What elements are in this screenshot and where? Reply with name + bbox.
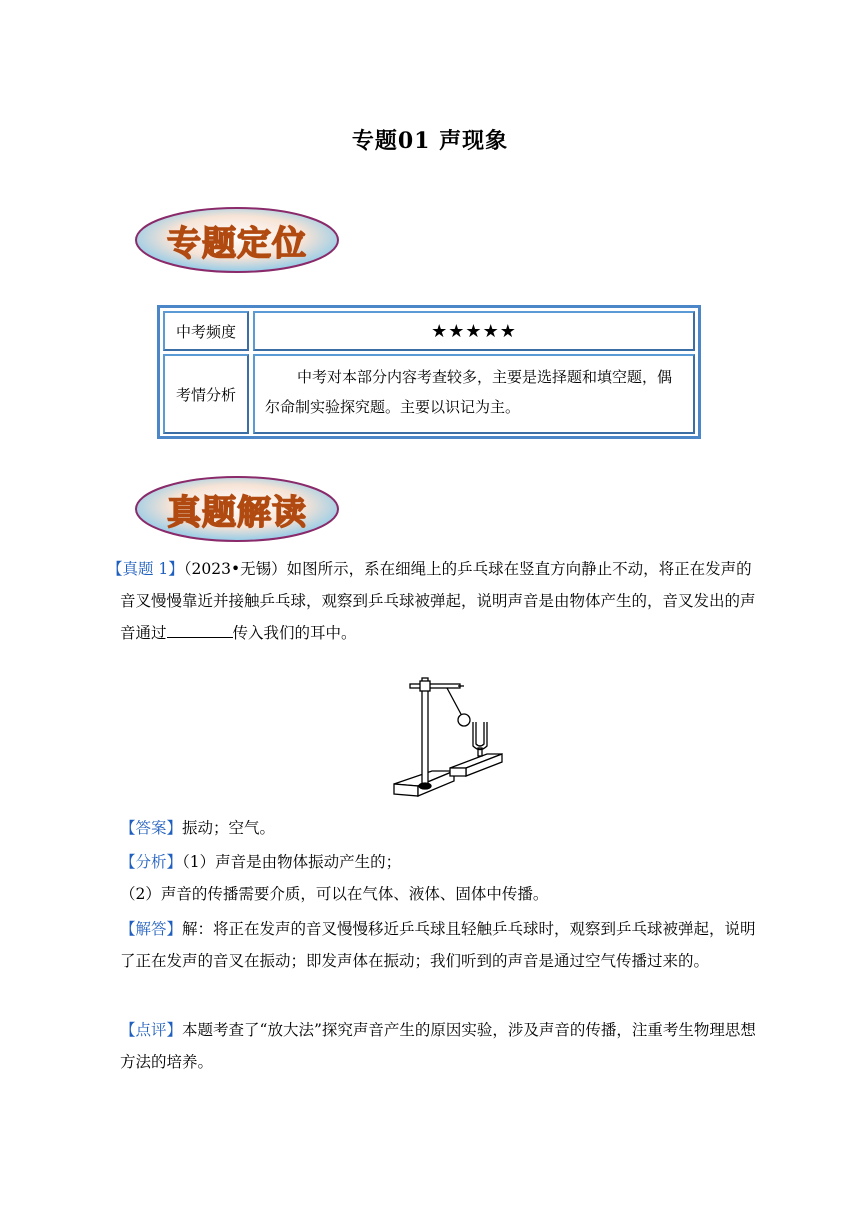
- answer-blank: [167, 623, 233, 638]
- comment-tag: 【点评】: [120, 1021, 183, 1039]
- question-tag: 【真题 1】: [107, 560, 184, 578]
- answer-text: 振动；空气。: [182, 819, 276, 837]
- analysis-block: [120, 846, 765, 910]
- badge-label: 专题定位: [167, 223, 307, 264]
- topic-info-table: [157, 305, 701, 439]
- comment-text: 本题考查了“放大法”探究声音产生的原因实验，涉及声音的传播，注重考生物理思想方法的培养。: [120, 1021, 756, 1071]
- question-body-3: 传入我们的耳中。: [232, 624, 357, 642]
- solution-block: [120, 913, 765, 977]
- page-title: 专题01 声现象: [351, 128, 509, 154]
- comment-block: [120, 1014, 765, 1078]
- analysis-line-2: （2）声音的传播需要介质，可以在气体、液体、固体中传播。: [120, 885, 549, 903]
- question-body-1: 如图所示，系在细绳上的乒乓球在竖直方向静止不动，将正在发声的音叉慢慢靠近并接触乒乓球，观察到乒乓球被弹起，说明声音是由物体: [120, 560, 752, 610]
- table-cell-analysis: [253, 354, 695, 434]
- question-source: （2023•无锡）: [183, 560, 287, 578]
- solution-text: 解：将正在发声的音叉慢慢移近乒乓球且轻触乒乓球时，观察到乒乓球被弹起，说明了正在发声的音叉在振动；即发声体在振动；我们听到的声音是通过空气传播过来的。: [120, 920, 756, 970]
- question-body-2: 产生的，音叉发出的声音通过: [120, 592, 756, 642]
- answer-tag: 【答案】: [120, 819, 183, 837]
- badge-label: 真题解读: [167, 492, 307, 533]
- analysis-text: 中考对本部分内容考查较多，主要是选择题和填空题，偶尔命制实验探究题。主要以识记为主。: [265, 368, 673, 416]
- analysis-tag: 【分析】: [120, 853, 183, 871]
- section-badge-exam-review: [133, 474, 341, 544]
- solution-tag: 【解答】: [120, 920, 183, 938]
- table-cell-label: 考情分析: [163, 354, 249, 434]
- question-block: [107, 553, 760, 649]
- table-row-frequency: [163, 311, 695, 351]
- analysis-line-1: （1）声音是由物体振动产生的；: [182, 853, 402, 871]
- table-row-analysis: [163, 354, 695, 434]
- frequency-stars: ★★★★★: [253, 311, 695, 351]
- tuning-fork-figure: [392, 676, 520, 800]
- table-cell-label: 中考频度: [163, 311, 249, 351]
- tuning-fork-apparatus-icon: [392, 676, 520, 800]
- answer-block: [120, 812, 765, 844]
- question-text: [107, 553, 760, 649]
- section-badge-positioning: [133, 205, 341, 275]
